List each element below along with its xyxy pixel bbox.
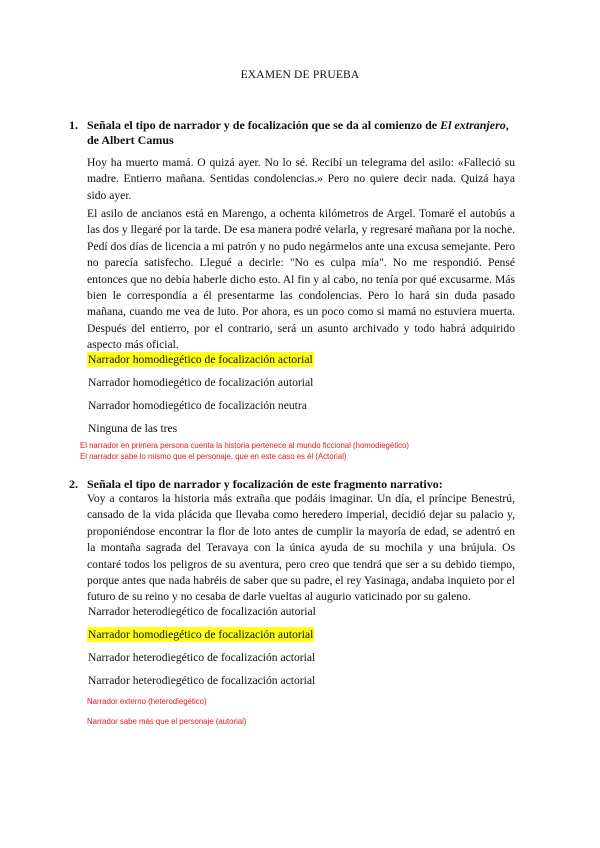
question-2-option-b-highlighted: Narrador homodiegético de focalización autorial bbox=[88, 628, 314, 641]
question-2-number: 2. bbox=[69, 477, 78, 491]
question-2-annotation-2: Narrador sabe más que el personaje (autorial) bbox=[87, 717, 247, 726]
question-1-option-a-highlighted: Narrador homodiegético de focalización actorial bbox=[88, 353, 313, 366]
question-1-annotation-2: El narrador sabe lo mismo que el personaje, que en este caso es él (Actorial) bbox=[80, 452, 347, 461]
question-2-prompt: Señala el tipo de narrador y focalización de este fragmento narrativo: bbox=[87, 477, 443, 491]
question-1-option-d: Ninguna de las tres bbox=[88, 422, 178, 435]
question-1-author: , de Albert Camus bbox=[87, 118, 509, 147]
exam-title: EXAMEN DE PRUEBA bbox=[240, 69, 360, 81]
question-2-paragraph: Voy a contaros la historia más extraña que podáis imaginar. Un día, el príncipe Benestrú, cansado de la vida plácida que llevaba como heredero imperial, decidió dejar su palacio y, proponiéndose encontrar la flor de loto antes de cumplir la mayoría de edad, se adentró en la montaña sagrada del Teravaya con la única ayuda de su mochila y una brújula. Os contaré todos los peligros de su aventura, pero creo que tendrá que ser a su debido tiempo, porque antes que nada habréis de saber que su padre, el rey Yasinaga, andaba inquieto por el futuro de su reino y no cesaba de darle vueltas al augurio vaticinado por su galeno. bbox=[87, 492, 515, 604]
question-1-paragraph-2: El asilo de ancianos está en Marengo, a ochenta kilómetros de Argel. Tomaré el autobús a las dos y llegaré por la tarde. De esa manera podré velarla, y regresaré mañana por la noche. Pedí dos días de licencia a mi patrón y no pudo negármelos ante una excusa semejante. Pero no parecía satisfecho. Llegué a decirle: "No es culpa mía". No me respondió. Pensé entonces que no debía haberle dicho esto. Al fin y al cabo, no tenía por qué excusarme. Más bien le correspondía a él presentarme las condolencias. Pero lo hará sin duda pasado mañana, cuando me vea de luto. Por ahora, es un poco como si mamá no estuviera muerta. Después del entierro, por el contrario, será un asunto archivado y todo habrá adquirido aspecto más oficial. bbox=[87, 207, 515, 352]
question-2-annotation-1: Narrador externo (heterodiegético) bbox=[87, 697, 207, 706]
question-1 bbox=[69, 118, 517, 148]
question-1-option-c: Narrador homodiegético de focalización neutra bbox=[88, 399, 307, 412]
question-1-option-b: Narrador homodiegético de focalización autorial bbox=[88, 376, 314, 389]
question-1-annotation-1: El narrador en primera persona cuenta la historia pertenece al mundo ficcional (homodiegético) bbox=[80, 441, 409, 450]
question-1-number: 1. bbox=[69, 118, 78, 132]
question-1-book-title: El extranjero bbox=[440, 118, 506, 132]
question-2-option-d: Narrador heterodiegético de focalización actorial bbox=[88, 674, 316, 687]
question-2-option-c: Narrador heterodiegético de focalización actorial bbox=[88, 651, 316, 664]
question-2 bbox=[69, 477, 517, 492]
question-1-prompt: Señala el tipo de narrador y de focalización que se da al comienzo de bbox=[87, 118, 438, 132]
question-2-option-a: Narrador heterodiegético de focalización autorial bbox=[88, 605, 316, 618]
question-1-paragraph-1: Hoy ha muerto mamá. O quizá ayer. No lo sé. Recibí un telegrama del asilo: «Falleció su madre. Entierro mañana. Sentidas condolencias.» Pero no quiere decir nada. Quizá haya sido ayer. bbox=[87, 156, 515, 202]
